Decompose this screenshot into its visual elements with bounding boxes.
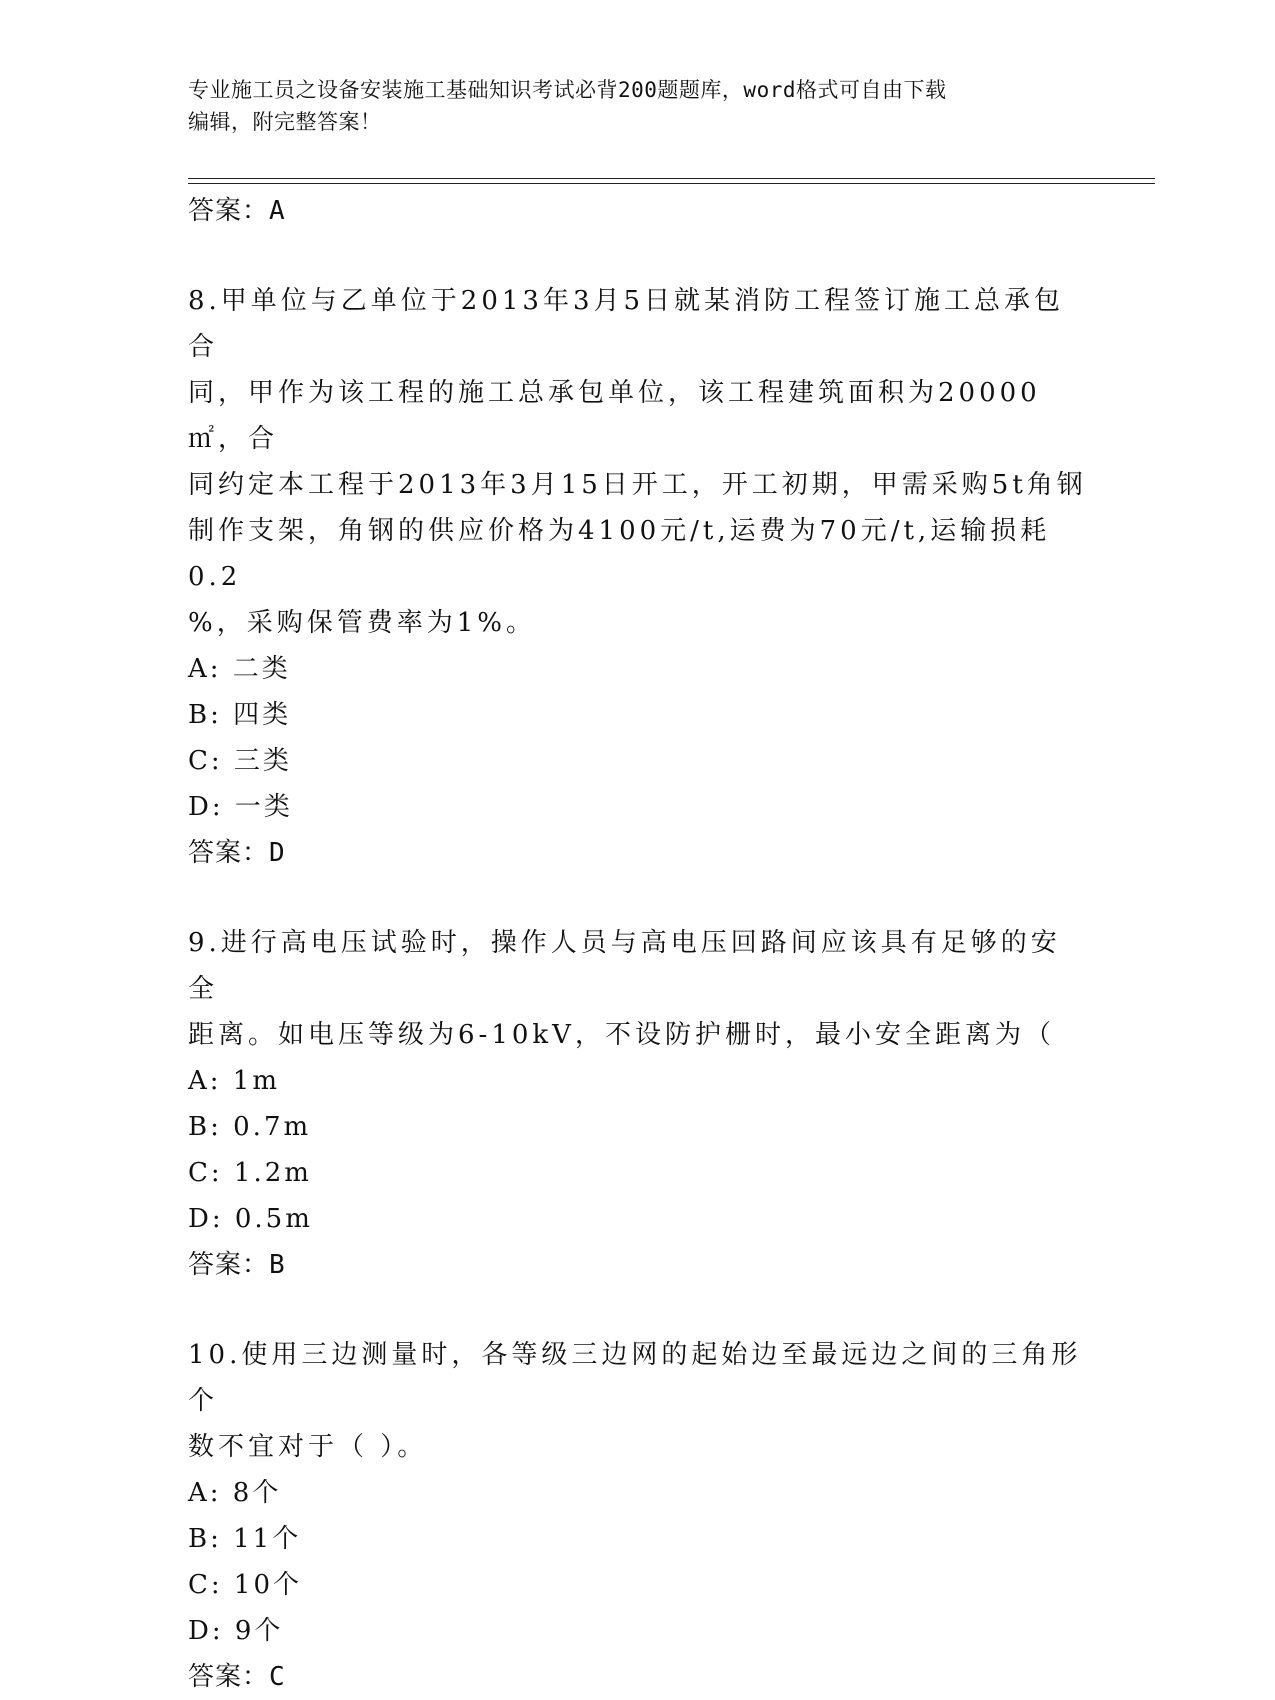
answer: 答案：B [188, 1250, 286, 1280]
question-text-line: 数不宜对于（ ）。 [188, 1432, 428, 1462]
spacer [188, 1288, 1088, 1332]
option-a: A: 二类 [188, 654, 291, 684]
option-d: D: 一类 [188, 792, 293, 822]
question-text-line: 同约定本工程于2013年3月15日开工，开工初期，甲需采购5t角钢 [188, 470, 1087, 500]
question-text-line: 8.甲单位与乙单位于2013年3月5日就某消防工程签订施工总承包合 [188, 286, 1065, 362]
spacer [188, 234, 1088, 278]
option-a: A: 8个 [188, 1478, 282, 1508]
spacer [188, 876, 1088, 920]
option-a: A: 1m [188, 1066, 280, 1096]
option-d: D: 9个 [188, 1616, 284, 1646]
option-c: C: 1.2m [188, 1158, 312, 1188]
question-text-line: 9.进行高电压试验时，操作人员与高电压回路间应该具有足够的安全 [188, 928, 1061, 1004]
question-text-line: 距离。如电压等级为6-10kV，不设防护栅时，最小安全距离为（ [188, 1020, 1055, 1050]
answer: 答案：C [188, 1662, 286, 1692]
document-content [188, 188, 1088, 1700]
header-divider-top [188, 178, 1155, 179]
option-d: D: 0.5m [188, 1204, 313, 1234]
question-text-line: %，采购保管费率为1%。 [188, 608, 536, 638]
option-b: B: 11个 [188, 1524, 302, 1554]
question-8 [188, 278, 1088, 876]
question-10 [188, 1332, 1088, 1700]
question-text-line: 同，甲作为该工程的施工总承包单位，该工程建筑面积为20000㎡，合 [188, 378, 1041, 454]
answer: 答案：D [188, 838, 286, 868]
question-9 [188, 920, 1088, 1288]
previous-answer: 答案：A [188, 196, 286, 226]
header-divider-bottom [188, 183, 1155, 184]
option-b: B: 四类 [188, 700, 292, 730]
page-header [188, 74, 1068, 138]
header-line-1: 专业施工员之设备安装施工基础知识考试必背200题题库，word格式可自由下载 [188, 78, 947, 102]
question-text-line: 10.使用三边测量时，各等级三边网的起始边至最远边之间的三角形个 [188, 1340, 1082, 1416]
option-b: B: 0.7m [188, 1112, 312, 1142]
option-c: C: 三类 [188, 746, 292, 776]
header-line-2: 编辑，附完整答案！ [188, 110, 382, 134]
question-text-line: 制作支架，角钢的供应价格为4100元/t,运费为70元/t,运输损耗0.2 [188, 516, 1051, 592]
option-c: C: 10个 [188, 1570, 303, 1600]
